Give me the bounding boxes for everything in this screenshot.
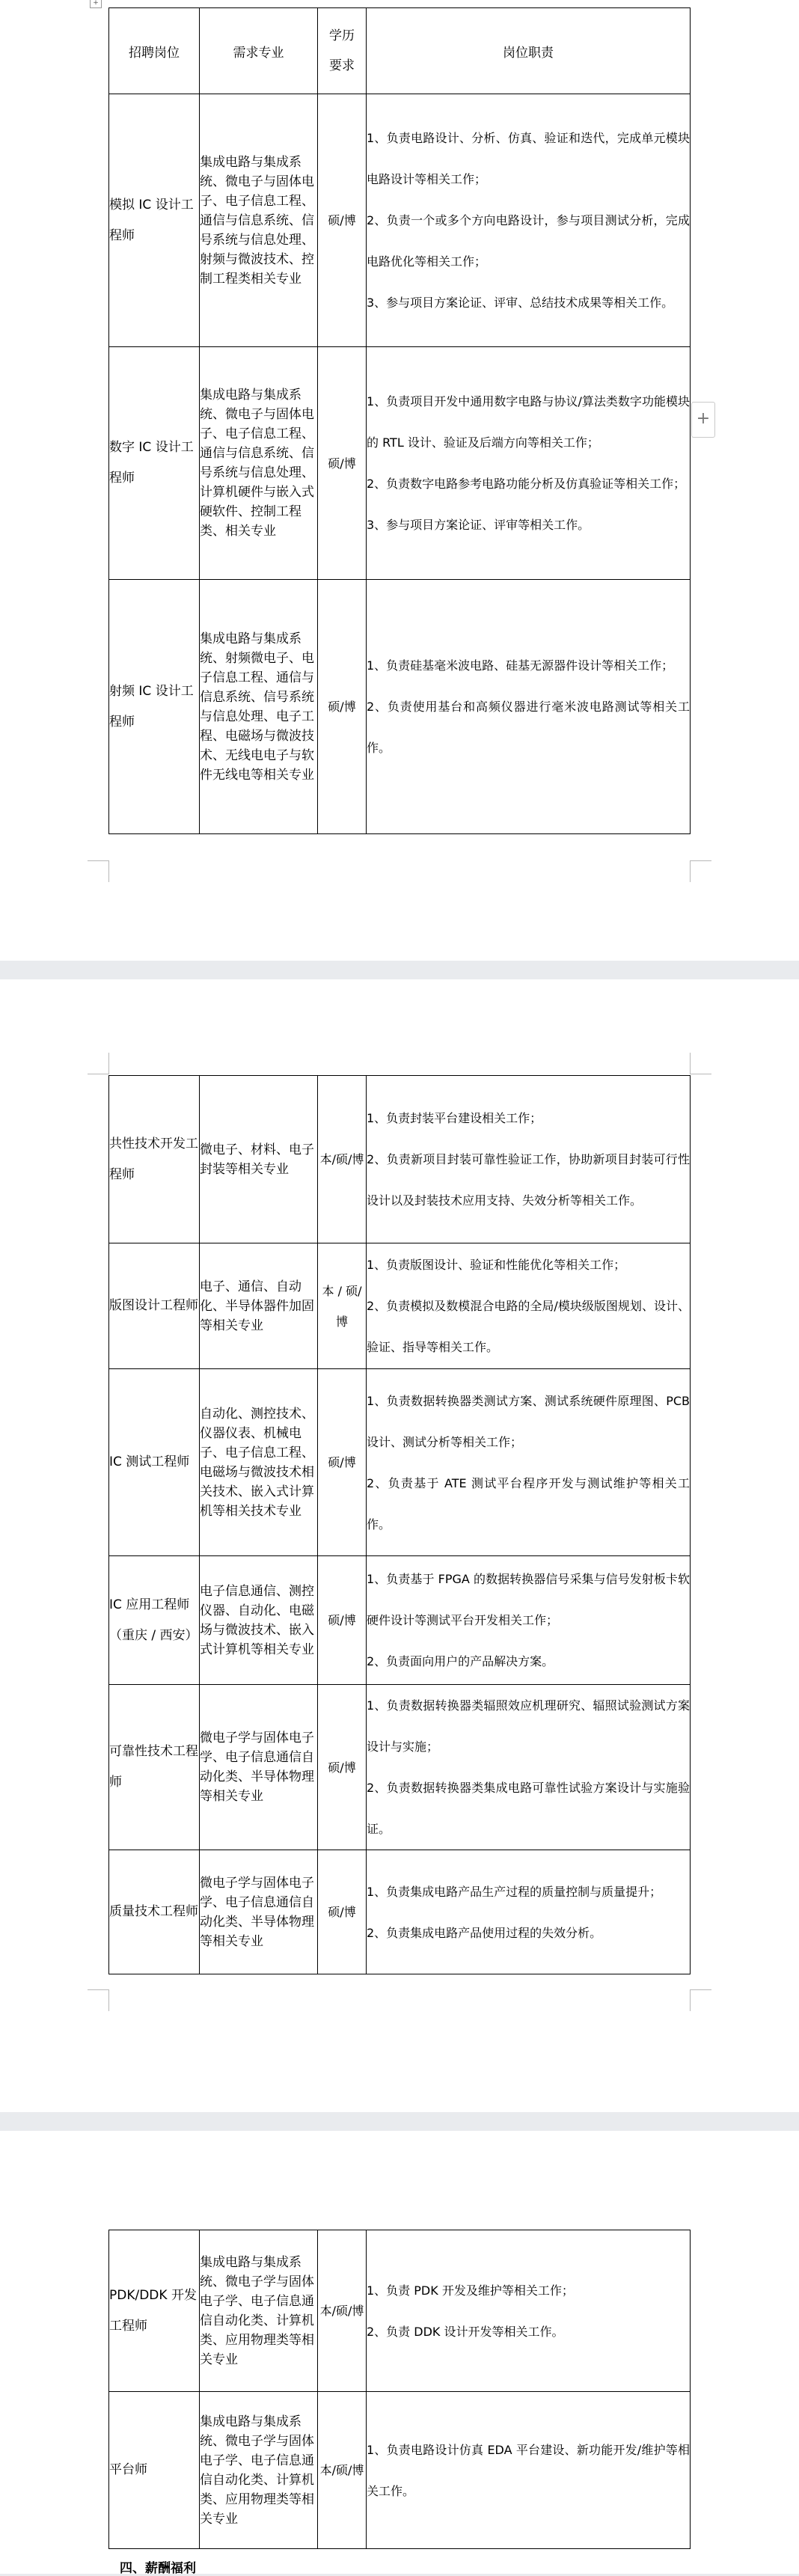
table-row	[109, 347, 691, 580]
job-duty-item: 1、负责数据转换器类辐照效应机理研究、辐照试验测试方案设计与实施；	[367, 1698, 690, 1754]
job-duties	[367, 1556, 691, 1685]
job-major: 微电子、材料、电子封装等相关专业	[200, 1076, 318, 1243]
section-heading: 四、薪酬福利	[120, 2561, 196, 2576]
job-duty-item: 3、参与项目方案论证、评审等相关工作。	[367, 518, 590, 532]
job-major: 微电子学与固体电子学、电子信息通信自动化类、半导体物理等相关专业	[200, 1685, 318, 1850]
job-duties	[367, 2392, 691, 2549]
job-position: 共性技术开发工程师	[109, 1076, 200, 1243]
header-education-line1: 学历	[329, 28, 355, 43]
recruitment-table-part-2	[108, 1075, 691, 1974]
crop-mark	[690, 1989, 711, 2011]
job-duty-item: 1、负责基于 FPGA 的数据转换器信号采集与信号发射板卡软硬件设计等测试平台开发相关工作；	[367, 1572, 690, 1627]
job-position: IC 应用工程师（重庆 / 西安）	[109, 1556, 200, 1685]
job-duty-item: 2、负责一个或多个方向电路设计，参与项目测试分析，完成电路优化等相关工作；	[367, 213, 690, 269]
job-duty-item: 2、负责数字电路参考电路功能分析及仿真验证等相关工作；	[367, 477, 686, 491]
job-education: 本/硕/博	[318, 1076, 367, 1243]
job-education: 本/硕/博	[318, 2392, 367, 2549]
job-education: 硕/博	[318, 1369, 367, 1556]
job-duty-item: 2、负责模拟及数模混合电路的全局/模块级版图规划、设计、验证、指导等相关工作。	[367, 1299, 690, 1354]
header-position: 招聘岗位	[109, 8, 200, 94]
job-duty-item: 1、负责集成电路产品生产过程的质量控制与质量提升；	[367, 1884, 662, 1899]
job-position: PDK/DDK 开发工程师	[109, 2230, 200, 2392]
job-duty-item: 2、负责集成电路产品使用过程的失效分析。	[367, 1925, 602, 1940]
job-duty-item: 1、负责数据转换器类测试方案、测试系统硬件原理图、PCB 设计、测试分析等相关工作；	[367, 1393, 690, 1449]
job-education: 硕/博	[318, 1850, 367, 1974]
document-page-1	[0, 0, 799, 961]
job-education: 本/硕/博	[318, 2230, 367, 2392]
job-duties	[367, 2230, 691, 2392]
job-duties	[367, 347, 691, 580]
job-duties	[367, 1369, 691, 1556]
job-duty-item: 1、负责电路设计、分析、仿真、验证和迭代，完成单元模块电路设计等相关工作；	[367, 131, 690, 186]
job-major: 集成电路与集成系统、微电子学与固体电子学、电子信息通信自动化类、计算机类、应用物理类等相关专业	[200, 2392, 318, 2549]
job-duties	[367, 580, 691, 834]
job-position: 版图设计工程师	[109, 1243, 200, 1369]
job-duties	[367, 1685, 691, 1850]
document-page-2	[0, 979, 799, 2112]
recruitment-table-part-3	[108, 2230, 691, 2549]
crop-mark	[88, 1053, 109, 1074]
add-row-button[interactable]: +	[691, 402, 715, 438]
job-major: 电子信息通信、测控仪器、自动化、电磁场与微波技术、嵌入式计算机等相关专业	[200, 1556, 318, 1685]
header-education	[318, 8, 367, 94]
job-education: 本 / 硕/博	[318, 1243, 367, 1369]
job-education: 硕/博	[318, 94, 367, 347]
job-duty-item: 1、负责硅基毫米波电路、硅基无源器件设计等相关工作；	[367, 658, 674, 673]
document-page-3	[0, 2131, 799, 2574]
job-education: 硕/博	[318, 580, 367, 834]
crop-mark	[690, 1053, 711, 1074]
job-position: 平台师	[109, 2392, 200, 2549]
job-duties	[367, 1076, 691, 1243]
job-duty-item: 1、负责 PDK 开发及维护等相关工作；	[367, 2283, 574, 2298]
table-move-handle[interactable]: +	[90, 0, 102, 8]
job-major: 自动化、测控技术、仪器仪表、机械电子、电子信息工程、电磁场与微波技术相关技术、嵌入式计算机等相关技术专业	[200, 1369, 318, 1556]
job-position: 质量技术工程师	[109, 1850, 200, 1974]
table-row	[109, 1076, 691, 1243]
job-duties	[367, 1850, 691, 1974]
job-education: 硕/博	[318, 1685, 367, 1850]
table-row	[109, 1243, 691, 1369]
header-duties: 岗位职责	[367, 8, 691, 94]
job-duties	[367, 1243, 691, 1369]
job-duty-item: 1、负责电路设计仿真 EDA 平台建设、新功能开发/维护等相关工作。	[367, 2442, 690, 2498]
job-duty-item: 2、负责面向用户的产品解决方案。	[367, 1654, 554, 1668]
job-position: 射频 IC 设计工程师	[109, 580, 200, 834]
recruitment-table-part-1	[108, 7, 691, 834]
table-row	[109, 94, 691, 347]
job-major: 集成电路与集成系统、微电子与固体电子、电子信息工程、通信与信息系统、信号系统与信息处理、射频与微波技术、控制工程类相关专业	[200, 94, 318, 347]
table-row	[109, 1850, 691, 1974]
job-position: 数字 IC 设计工程师	[109, 347, 200, 580]
job-duty-item: 1、负责版图设计、验证和性能优化等相关工作；	[367, 1258, 626, 1272]
crop-mark	[690, 860, 711, 882]
job-major: 微电子学与固体电子学、电子信息通信自动化类、半导体物理等相关专业	[200, 1850, 318, 1974]
job-duty-item: 2、负责数据转换器类集成电路可靠性试验方案设计与实施验证。	[367, 1781, 690, 1836]
job-position: 可靠性技术工程师	[109, 1685, 200, 1850]
table-row	[109, 2392, 691, 2549]
crop-mark	[88, 860, 109, 882]
table-row	[109, 580, 691, 834]
header-major: 需求专业	[200, 8, 318, 94]
table-row	[109, 1556, 691, 1685]
job-duty-item: 2、负责新项目封装可靠性验证工作，协助新项目封装可行性设计以及封装技术应用支持、失效分析等相关工作。	[367, 1152, 690, 1208]
crop-mark	[88, 1989, 109, 2011]
table-row	[109, 1685, 691, 1850]
job-major: 集成电路与集成系统、射频微电子、电子信息工程、通信与信息系统、信号系统与信息处理、电子工程、电磁场与微波技术、无线电电子与软件无线电等相关专业	[200, 580, 318, 834]
table-row	[109, 1369, 691, 1556]
job-position: 模拟 IC 设计工程师	[109, 94, 200, 347]
job-duty-item: 3、参与项目方案论证、评审、总结技术成果等相关工作。	[367, 296, 674, 310]
job-major: 集成电路与集成系统、微电子与固体电子、电子信息工程、通信与信息系统、信号系统与信息处理、计算机硬件与嵌入式硬软件、控制工程类、相关专业	[200, 347, 318, 580]
job-major: 电子、通信、自动化、半导体器件加固等相关专业	[200, 1243, 318, 1369]
job-education: 硕/博	[318, 1556, 367, 1685]
job-duty-item: 1、负责封装平台建设相关工作；	[367, 1111, 542, 1125]
table-header-row	[109, 8, 691, 94]
job-education: 硕/博	[318, 347, 367, 580]
header-education-line2: 要求	[329, 58, 355, 73]
job-duty-item: 1、负责项目开发中通用数字电路与协议/算法类数字功能模块的 RTL 设计、验证及后端方向等相关工作；	[367, 394, 690, 450]
job-position: IC 测试工程师	[109, 1369, 200, 1556]
job-duty-item: 2、负责使用基台和高频仪器进行毫米波电路测试等相关工作。	[367, 700, 690, 755]
job-duties	[367, 94, 691, 347]
table-row	[109, 2230, 691, 2392]
job-duty-item: 2、负责 DDK 设计开发等相关工作。	[367, 2324, 564, 2339]
job-major: 集成电路与集成系统、微电子学与固体电子学、电子信息通信自动化类、计算机类、应用物理类等相关专业	[200, 2230, 318, 2392]
job-duty-item: 2、负责基于 ATE 测试平台程序开发与测试维护等相关工作。	[367, 1475, 690, 1532]
